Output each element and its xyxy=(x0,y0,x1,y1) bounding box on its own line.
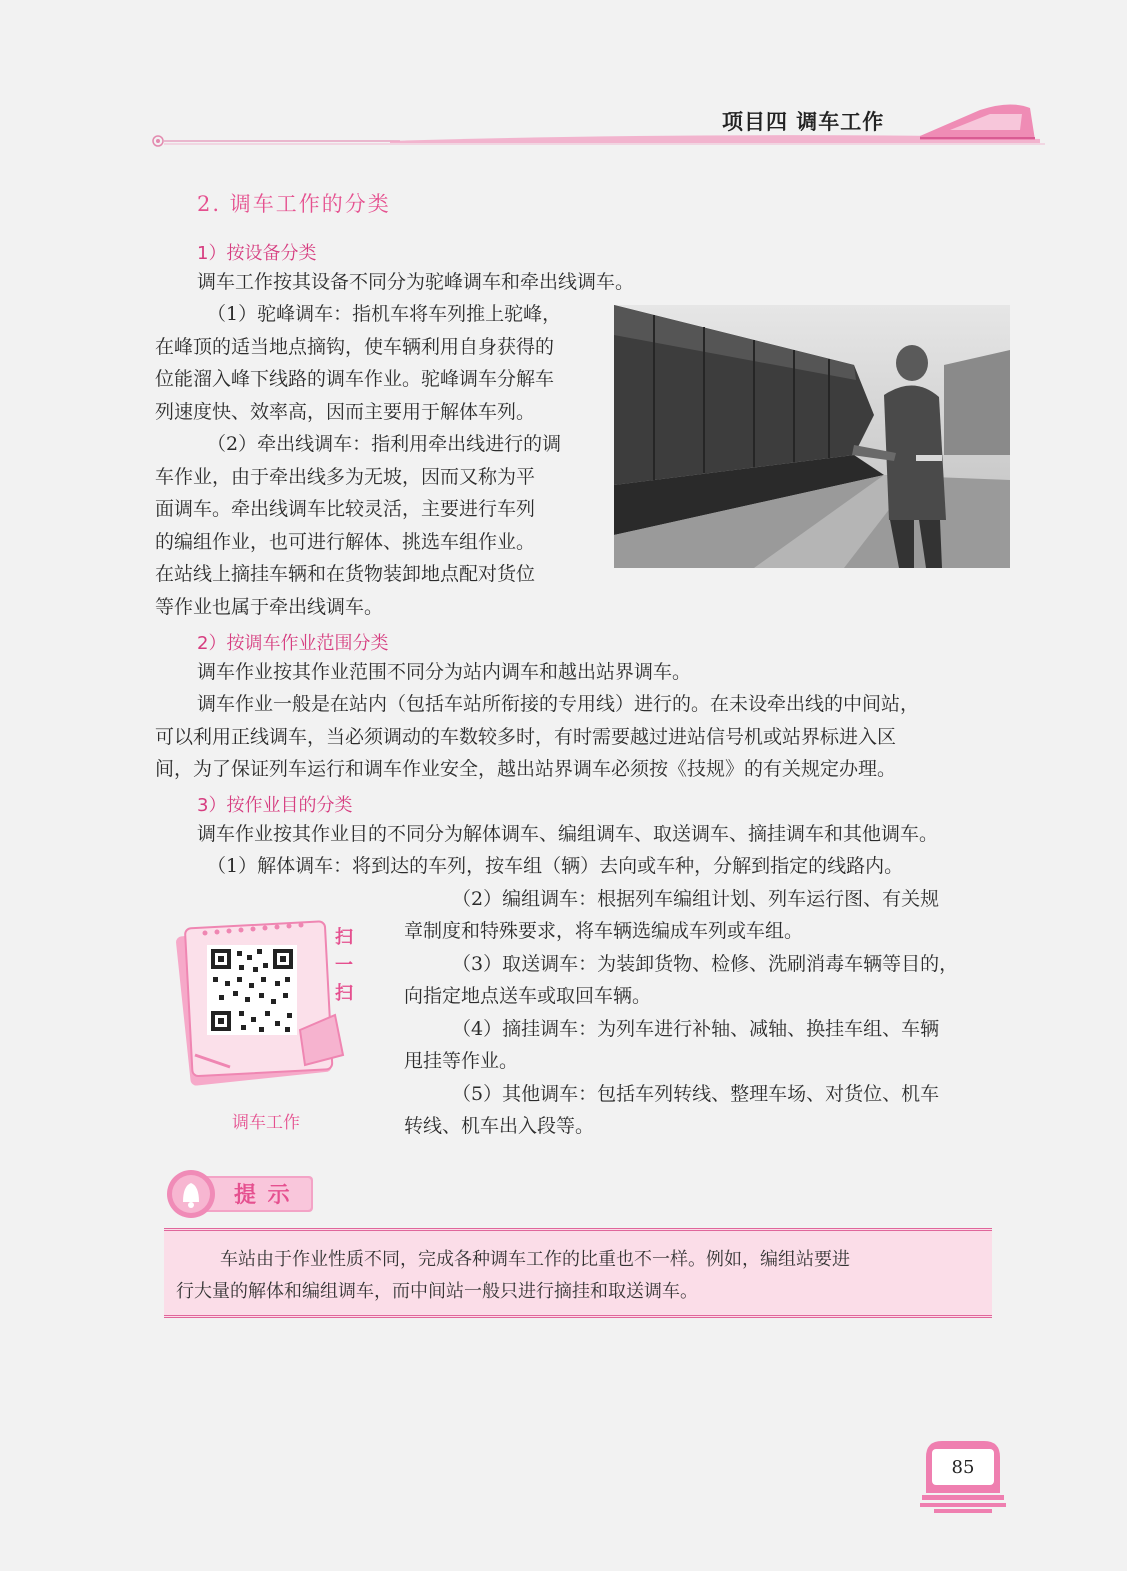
paragraph-line: （3）取送调车：为装卸货物、检修、洗刷消毒车辆等目的， xyxy=(452,953,959,975)
paragraph-line: 面调车。牵出线调车比较灵活，主要进行车列 xyxy=(155,498,536,520)
subheading-1: 1）按设备分类 xyxy=(197,243,317,264)
subheading-3: 3）按作业目的分类 xyxy=(197,795,353,816)
paragraph-line: 列速度快、效率高，因而主要用于解体车列。 xyxy=(155,401,536,423)
paragraph-line: 转线、机车出入段等。 xyxy=(404,1115,595,1137)
paragraph-line: （2）编组调车：根据列车编组计划、列车运行图、有关规 xyxy=(452,888,940,910)
chapter-title: 项目四 调车工作 xyxy=(722,110,885,134)
paragraph-line: （2）牵出线调车：指利用牵出线进行的调 xyxy=(207,433,562,455)
tip-title: 提 示 xyxy=(234,1183,292,1208)
paragraph-line: 可以利用正线调车，当必须调动的车数较多时，有时需要越过进站信号机或站界标进入区 xyxy=(155,726,897,748)
subheading-2: 2）按调车作业范围分类 xyxy=(197,633,389,654)
paragraph-line: 向指定地点送车或取回车辆。 xyxy=(404,985,652,1007)
paragraph-line: 间，为了保证列车运行和调车作业安全，越出站界调车必须按《技规》的有关规定办理。 xyxy=(155,758,897,780)
qr-caption: 调车工作 xyxy=(232,1113,300,1133)
section-title: 2. 调车工作的分类 xyxy=(197,192,391,216)
paragraph-line: 调车作业一般是在站内（包括车站所衔接的专用线）进行的。在未设牵出线的中间站， xyxy=(197,693,920,715)
tip-line: 车站由于作业性质不同，完成各种调车工作的比重也不一样。例如，编组站要进 xyxy=(220,1249,850,1270)
paragraph-line: （1）驼峰调车：指机车将车列推上驼峰， xyxy=(207,303,562,325)
paragraph-line: 位能溜入峰下线路的调车作业。驼峰调车分解车 xyxy=(155,368,555,390)
paragraph-line: （1）解体调车：将到达的车列，按车组（辆）去向或车种，分解到指定的线路内。 xyxy=(207,855,904,877)
scan-text: 扫一扫 xyxy=(335,927,353,1004)
paragraph-line: 的编组作业，也可进行解体、挑选车组作业。 xyxy=(155,531,536,553)
tip-line: 行大量的解体和编组调车，而中间站一般只进行摘挂和取送调车。 xyxy=(176,1281,698,1302)
page-number: 85 xyxy=(951,1457,975,1478)
paragraph-line: 调车作业按其作业范围不同分为站内调车和越出站界调车。 xyxy=(197,661,692,683)
paragraph-line: 调车作业按其作业目的不同分为解体调车、编组调车、取送调车、摘挂调车和其他调车。 xyxy=(197,823,939,845)
shunting-photo xyxy=(614,305,1010,568)
paragraph-line: 在峰顶的适当地点摘钩，使车辆利用自身获得的 xyxy=(155,336,555,358)
paragraph-line: 在站线上摘挂车辆和在货物装卸地点配对货位 xyxy=(155,563,536,585)
paragraph-line: 调车工作按其设备不同分为驼峰调车和牵出线调车。 xyxy=(197,271,635,293)
paragraph-line: 车作业，由于牵出线多为无坡，因而又称为平 xyxy=(155,466,536,488)
paragraph-line: （4）摘挂调车：为列车进行补轴、减轴、换挂车组、车辆 xyxy=(452,1018,940,1040)
paragraph-line: 甩挂等作业。 xyxy=(404,1050,519,1072)
header-decoration xyxy=(150,100,1050,160)
tip-box xyxy=(164,1228,992,1318)
paragraph-line: 等作业也属于牵出线调车。 xyxy=(155,596,384,618)
paragraph-line: （5）其他调车：包括车列转线、整理车场、对货位、机车 xyxy=(452,1083,940,1105)
paragraph-line: 章制度和特殊要求，将车辆选编成车列或车组。 xyxy=(404,920,804,942)
